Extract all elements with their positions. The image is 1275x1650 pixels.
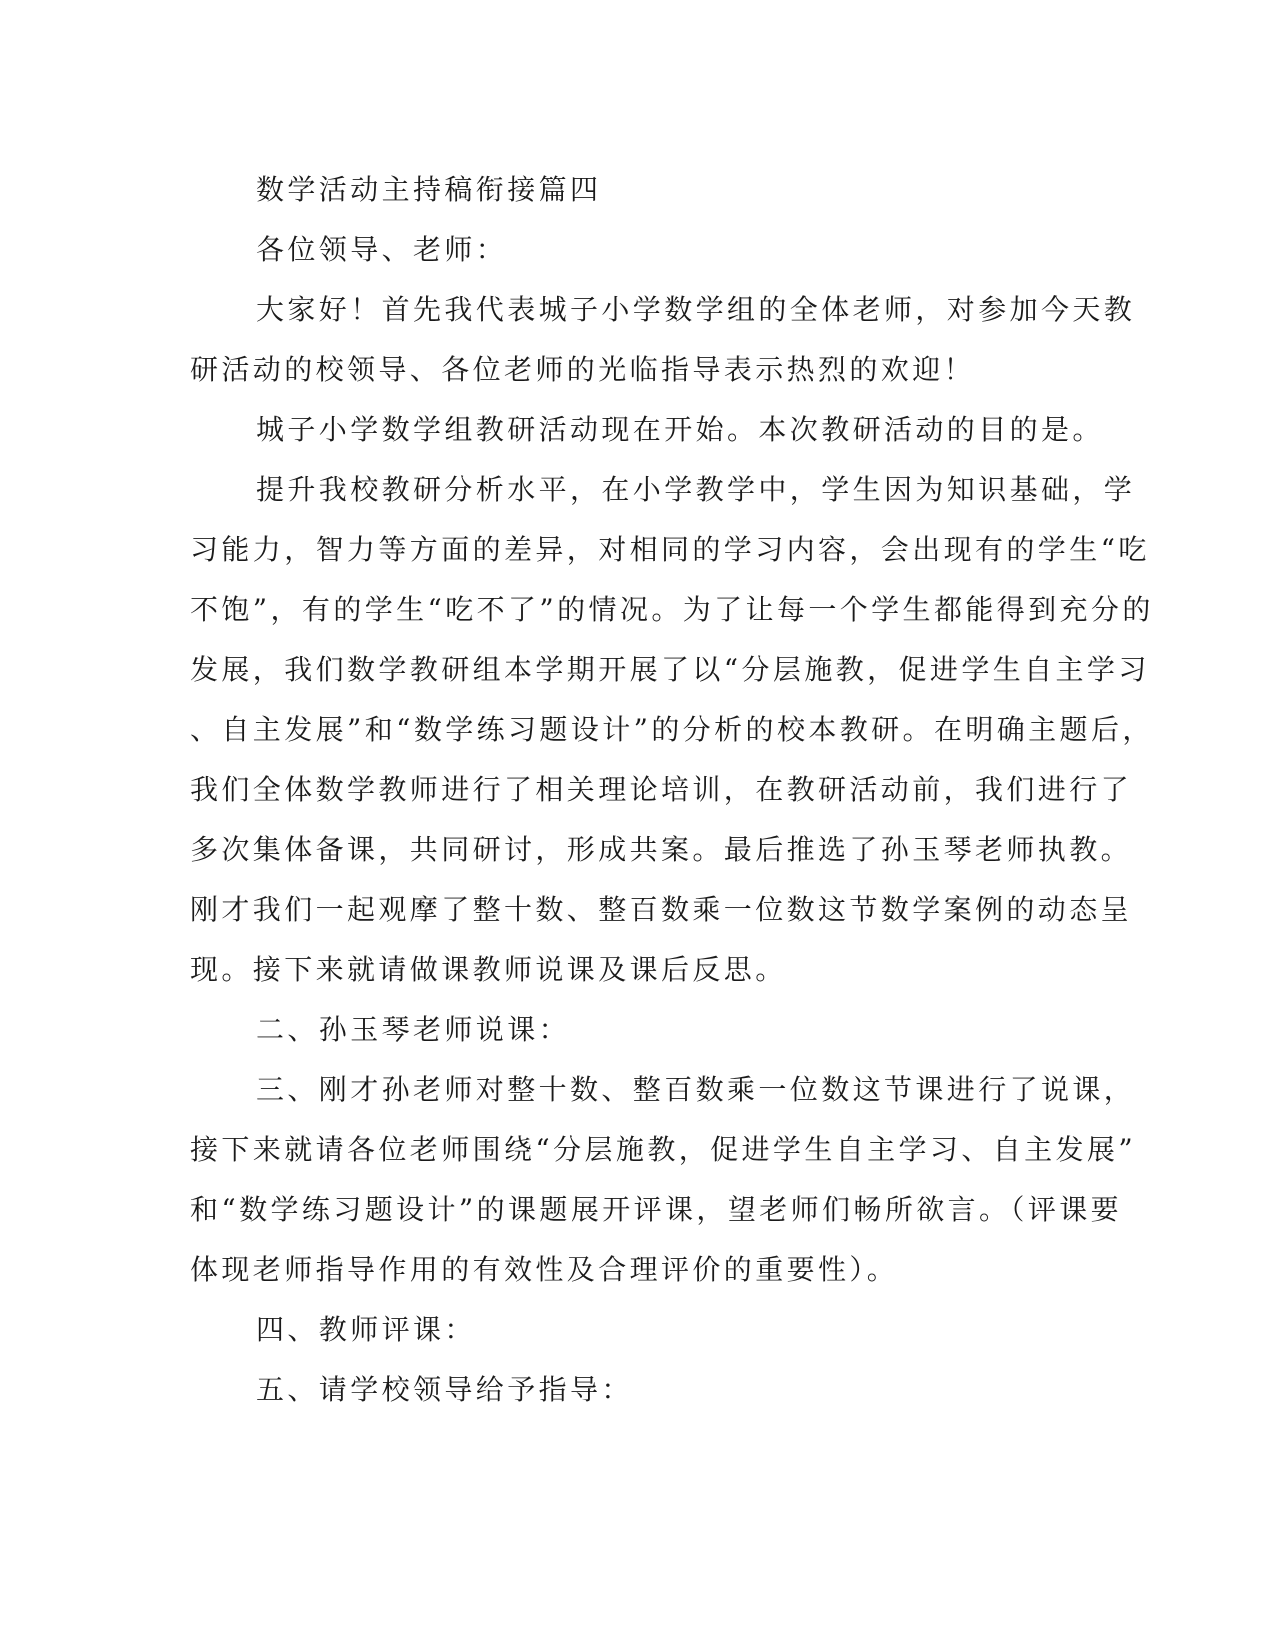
document-body [190, 160, 1154, 1420]
paragraph-line: 研活动的校领导、各位老师的光临指导表示热烈的欢迎！ [190, 353, 976, 386]
section-heading: 四、教师评课： [256, 1313, 476, 1346]
paragraph-line: 、自主发展”和“数学练习题设计”的分析的校本教研。在明确主题后， [190, 713, 1154, 746]
paragraph-line: 和“数学练习题设计”的课题展开评课，望老师们畅所欲言。（评课要 [190, 1193, 1123, 1226]
paragraph-line: 城子小学数学组教研活动现在开始。本次教研活动的目的是。 [256, 413, 1104, 446]
section-heading: 二、孙玉琴老师说课： [256, 1013, 571, 1046]
paragraph-line: 三、刚才孙老师对整十数、整百数乘一位数这节课进行了说课， [256, 1073, 1136, 1106]
paragraph-line: 提升我校教研分析水平，在小学教学中，学生因为知识基础，学 [256, 473, 1136, 506]
paragraph-line: 大家好！首先我代表城子小学数学组的全体老师，对参加今天教 [256, 293, 1136, 326]
salutation: 各位领导、老师： [256, 233, 508, 266]
paragraph-line: 我们全体数学教师进行了相关理论培训，在教研活动前，我们进行了 [190, 773, 1133, 806]
document-title: 数学活动主持稿衔接篇四 [256, 173, 602, 206]
paragraph-line: 发展，我们数学教研组本学期开展了以“分层施教，促进学生自主学习 [190, 653, 1150, 686]
paragraph-line: 体现老师指导作用的有效性及合理评价的重要性）。 [190, 1253, 899, 1286]
paragraph-line: 接下来就请各位老师围绕“分层施教，促进学生自主学习、自主发展” [190, 1133, 1137, 1166]
paragraph-line: 现。接下来就请做课教师说课及课后反思。 [190, 953, 787, 986]
paragraph-line: 不饱”，有的学生“吃不了”的情况。为了让每一个学生都能得到充分的 [190, 593, 1154, 626]
paragraph-line: 多次集体备课，共同研讨，形成共案。最后推选了孙玉琴老师执教。 [190, 833, 1133, 866]
paragraph-line: 习能力，智力等方面的差异，对相同的学习内容，会出现有的学生“吃 [190, 533, 1150, 566]
section-heading: 五、请学校领导给予指导： [256, 1373, 633, 1406]
paragraph-line: 刚才我们一起观摩了整十数、整百数乘一位数这节数学案例的动态呈 [190, 893, 1133, 926]
